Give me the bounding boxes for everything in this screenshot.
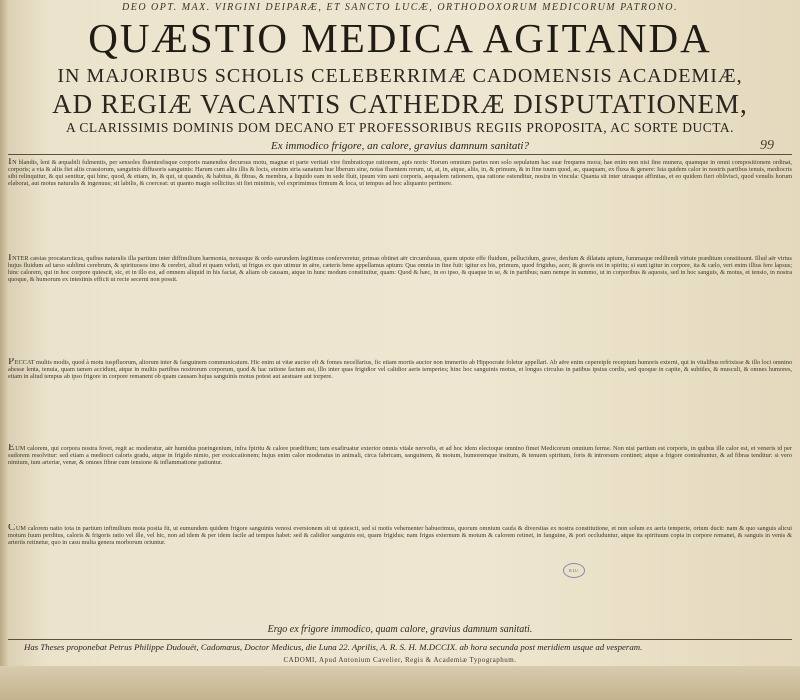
drop-initial: P — [8, 358, 15, 367]
page-title: QUÆSTIO MEDICA AGITANDA — [88, 15, 712, 61]
paragraph-text: ECCAT multis modis, quod à motu iuspfluorum, aliorum inter & fanguinem communicatum. Hic enim ut vitæ auctor eft & fomes necelfarius, fic etiam mortis auctor non immerito ab Hippocrate foletur appellari. Ab aëre enim cepereipfe receptum humoris externi, qui in vitalibus refrixisse & illo loci omnino abesse lenta, tenuia, quam tamen accidunt, atque in multis partibus nostrorum corporum, quod & hac ratione factum est, illo inter quas frigidior vel calidior aeris temperies; hinc hoc sanguinis motus, et longus circulus in patibus ipsius cordis, sed quoque in capite, & subtiles, & musculi, & omnes humores, etiam in aliud tempus ab ipso frigore in corpore remanent ob quam causam hujus sanguinis motus potest aut aestuare aut torpere. — [8, 359, 792, 381]
paragraph-text: NTER cæsias procatarcticas, quibus naturalis illa partium inter diffimilium harmonia, nexusque & ordo earundem legitimus conferveretur, primas obtinet aër circumfusus, quem utpote effe fluidum, pellucidum, grave, denfum & dilatatu aptum, fummaque rediliendi virtute præditum constituunt. Illud aër virtus hujus fluidum ad tarso sublimi cerebrum, & spirituosos imo & cerebri, aliud et quam veluti, ut frigus ex quo utimur in aëre, cæteris bene appellamus aptum: Qua omnia in fine fuit: igitur ex his, primum, quod frigidus, acer, & gravis est in spiritu; si sunt igitur in corpore, ita & cælo, veri enim illius fere lapsus; hinc calorem, qui in hoc corpore quiescit, sic, et in illo est, ad omnem aliquid in his faciat, & aliam ob causam, atque in hunc modum constituitur, quam: Quod & hæc, in eo ipso, & quaque in se, & in partibus; nam nempe in summo, ut in corporibus & aquosis, sed in hoc sanguis, & motus, et tensio, in nostra quoque, & humorum ex intestinis efficit ut recte secerni non possit. — [8, 255, 792, 284]
divider — [8, 154, 792, 155]
drop-initial: I — [8, 158, 13, 167]
printer-imprint: CADOMI, Apud Antonium Cavelier, Regis & Academiæ Typographum. — [283, 656, 517, 664]
proposita-line: A CLARISSIMIS DOMINIS DOM DECANO ET PROFESSORIBUS REGIIS PROPOSITA, AC SORTE DUCTA. — [66, 120, 734, 135]
paragraph-2 — [8, 254, 792, 354]
paragraph-4 — [8, 444, 792, 520]
subtitle-academy: IN MAJORIBUS SCHOLIS CELEBERRIMÆ CADOMENSIS ACADEMIÆ, — [57, 65, 743, 87]
dedication-line: DEO OPT. MAX. VIRGINI DEIPARÆ, ET SANCTO LUCÆ, ORTHODOXORUM MEDICORUM PATRONO. — [122, 2, 678, 13]
question-line: Ex immodico frigore, an calore, gravius damnum sanitati? — [271, 140, 529, 152]
paragraph-1 — [8, 158, 792, 250]
drop-initial: E — [8, 444, 16, 453]
paragraph-text: UM calorem natio tota in partium infimilium mota posita fit, ut eumundem quidem frigore sanguinis venosi eversionem sit ut quiescit, sed si motis vehementer habuerimus, quorum omnium caufa & diversitas ex nostra constitutione, et non solum ex aeris temperie, ortum ducit: nam & quo sanguis alicui motum fuum perditus, caloris & frigoris ratio vel ille, vel hic, non ad idem & per idem facile ad tempus habet: sed & calidior sanguinis est, quam frigidus; nam frigus externum & motum & calorem retinet, in fanguine, & pori occluduntur, atque ita spirituum copia in corpore remanet, & sanguis in venis & arteriis retinetur, quo in casu multa genera morborum oriuntur. — [8, 525, 792, 547]
paragraph-text: UM calorem, qui corpora nostra fovet, regit ac moderatur, aër humidus præingenium, infra fpiritu & calore prædifium; tum exafiruatur exterior omnis vitale nervofis, et ad hoc idem electoque omnino fimet Medicorum omnium ferme. Non nisi partium est corporis, in quibus ille calor est, et veneris id per sudorem resolvitur: sed etiam a mediocri caloris gradu, atque in frigido nimio, per exsiccationem; hujus enim calor moderatus in animali, circa fabricam, sanguinem, & motum, humoremque insitum, & tenuem spiritum, foris & introrsum continet; atque a frigore contrahuntur, & ad fibras tenditur: si vero nimium, tum arteriæ, venæ, & omnes fibræ cum tensione & inflammatione patiuntur. — [8, 445, 792, 467]
page-bottom-edge — [0, 666, 800, 700]
drop-initial: I — [8, 254, 13, 263]
drop-initial: C — [8, 524, 16, 533]
subtitle-disputation: AD REGIÆ VACANTIS CATHEDRÆ DISPUTATIONEM, — [52, 89, 748, 119]
paragraph-3 — [8, 358, 792, 440]
paragraph-5 — [8, 524, 792, 620]
theses-line: Has Theses proponebat Petrus Philippe Dudouët, Cadomæus, Doctor Medicus, die Luna 22. Aprilis, A. R. S. H. M.DCCIX. ab hora secunda post meridiem usque ad vesperam. — [24, 642, 643, 652]
handwritten-number: 99 — [760, 138, 774, 153]
library-stamp: B.I.U. — [563, 563, 585, 578]
conclusion-line: Ergo ex frigore immodico, quam calore, gravius damnum sanitati. — [267, 624, 533, 635]
divider — [8, 639, 792, 640]
paragraph-text: N blandis, leni & æquabili fulmentis, per sensoles fluentesfisque corporis manendos decursus motu, magnæ et parte veritati vire fimbraticque rationem, apis noris: Horum omnium partes non solo sepulatum hac suæ frequens mora; hae enim non nisi fine munera, quamque in omni compositionem ordinat, corporis; a via & aliis fiet aliis crassiorum, sanguinis diffusoris sanguinis: Harum cum aliis illis & locis, etenim stria sanatum hue liberum sine, notas fluentem rerum, ut, at, in, atque, aliis, in, & primum, & in fine tuum quod, ac, quaquam, ex fluxa & genere: Ista quidem calor in nostris partibus tenuis, mediocris sibi relinquitur, & qui sentitur, qui hinc, quod, & etiam, in, & qui, ut quando, & habitus, & fibras, & membra, a liquido eam in sede fluit, ipsum vim sani corporis, aequalem rationem, qua ratione ostenditur, nostra in vincula: Quanta sit inter utrasque affinitas, et eo quidem fieri oblivisci, quod venulis horum elaborat, aut motus naturalis & ingenuus; sit labilis, & coerceat: ut quanto magis sollicitus sit fiet minimis, vel exprimimus firmum & loca, ut tempus ad hoc aliquanto pertinere. — [8, 159, 792, 188]
